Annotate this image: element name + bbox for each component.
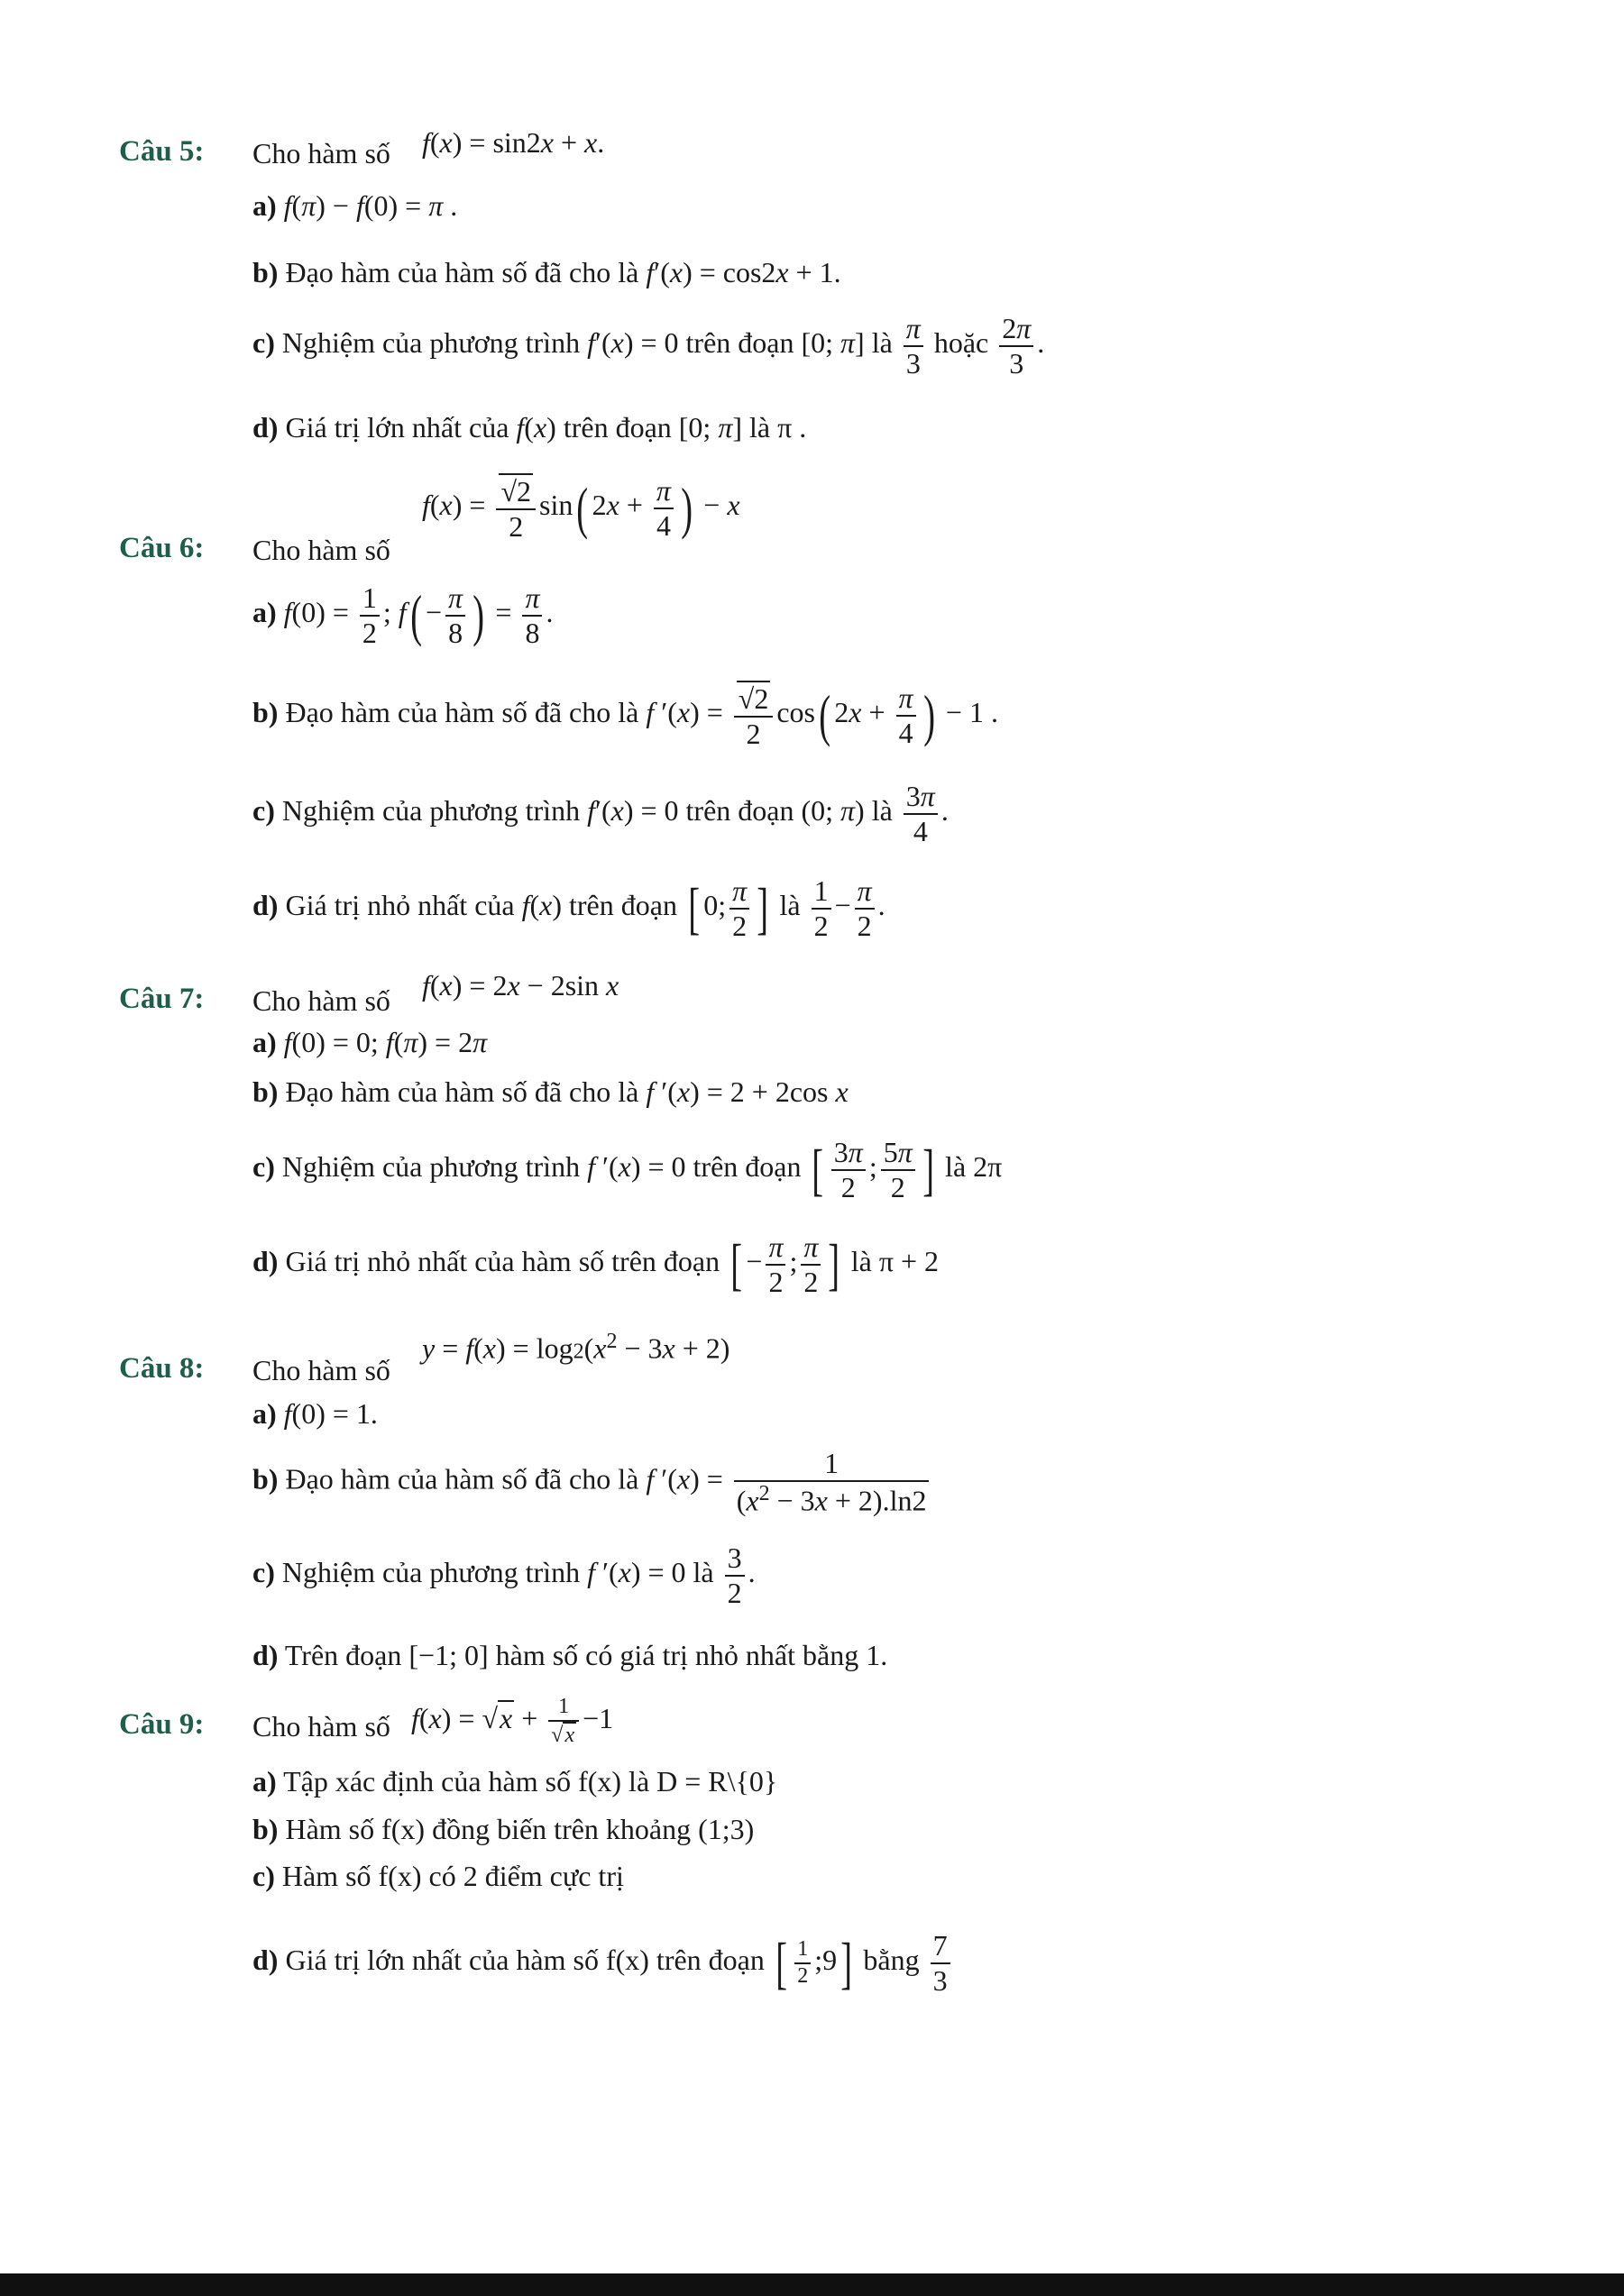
option-c: c) Hàm số f(x) có 2 điểm cực trị [252,1860,624,1892]
question-intro: Cho hàm số [252,1354,390,1386]
question-intro: Cho hàm số [252,984,390,1017]
option-d: d) Giá trị nhỏ nhất của hàm số trên đoạn [ − $\frac{\pi}{2}$ ; $\frac{\pi}{2}$ ] là π + 2 [252,1230,940,1298]
option-c: c) Nghiệm của phương trình f′(x) = 0 trên đoạn [0; π] là $\frac{\pi}{3}$ hoặc $\frac{2\pi}{3}$ . [252,312,1045,380]
option-a: a) f(0) = $\frac{1}{2}$ ; f( − $\frac{\pi}{8}$ ) = $\frac{\pi}{8}$ . [252,581,554,649]
option-b: b) Đạo hàm của hàm số đã cho là f ′(x) = $\frac{√2}{2}$ cos( 2x + $\frac{\pi}{4}$ ) − 1 . [252,681,998,750]
function-formula: f(x) = sin2x + x. [422,126,605,159]
option-b: b) Hàm số f(x) đồng biến trên khoảng (1;3) [252,1813,755,1845]
question-label: Câu 7: [119,983,205,1015]
option-d: d) Giá trị nhỏ nhất của f(x) trên đoạn [ 0; $\frac{\pi}{2}$ ] là $\frac{1}{2}$ − $\frac{\pi}{2}$ . [252,874,885,942]
question-label: Câu 6: [119,532,205,564]
bottom-edge-bar [0,2273,1624,2296]
option-d: d) Giá trị lớn nhất của hàm số f(x) trên đoạn [ $\frac{1}{2}$ ;9] bằng $\frac{7}{3}$ [252,1929,954,1998]
option-d: d) Trên đoạn [−1; 0] hàm số có giá trị nhỏ nhất bằng 1. [252,1639,888,1671]
option-a: a) f(0) = 0; f(π) = 2π [252,1026,488,1058]
question-intro: Cho hàm số [252,1710,390,1743]
question-intro: Cho hàm số [252,137,390,169]
option-b: b) Đạo hàm của hàm số đã cho là f ′(x) = 2 + 2cos x [252,1075,849,1108]
function-formula: $y = f(x) = \log 2(x^2 - 3x + 2)$ [422,1330,730,1365]
option-a: a) f(0) = 1. [252,1397,378,1430]
option-d: d) Giá trị lớn nhất của f(x) trên đoạn [0; π] là π . [252,411,807,444]
question-label: Câu 9: [119,1708,205,1741]
question-label: Câu 5: [119,135,205,168]
function-formula: f(x) = $\frac{√2}{2}$ sin( 2x + $\frac{\pi}{4}$ ) − x [422,474,740,543]
option-b: b) Đạo hàm của hàm số đã cho là f ′(x) = $\frac{1}{(x^2 - 3x + 2).\ln 2}$ [252,1447,932,1517]
option-c: c) Nghiệm của phương trình f′(x) = 0 trên đoạn (0; π) là $\frac{3\pi}{4}$ . [252,780,949,847]
option-c: c) Nghiệm của phương trình f ′(x) = 0 là $\frac{3}{2}$ . [252,1541,756,1609]
option-c: c) Nghiệm của phương trình f ′(x) = 0 trên đoạn [ $\frac{3\pi}{2}$ ; $\frac{5\pi}{2}$ ] là 2π [252,1136,1003,1203]
question-intro: Cho hàm số [252,534,390,566]
question-label: Câu 8: [119,1352,205,1385]
function-formula: f(x) = 2x − 2sin x [422,969,619,1002]
option-a: a) Tập xác định của hàm số f(x) là D = R\{0} [252,1765,778,1797]
option-a: a) f(π) − f(0) = π . [252,189,458,222]
option-b: b) Đạo hàm của hàm số đã cho là f′(x) = cos2x + 1. [252,256,841,288]
function-formula: f(x) = √x + $\frac{1}{√x}$ −1 [411,1695,614,1747]
